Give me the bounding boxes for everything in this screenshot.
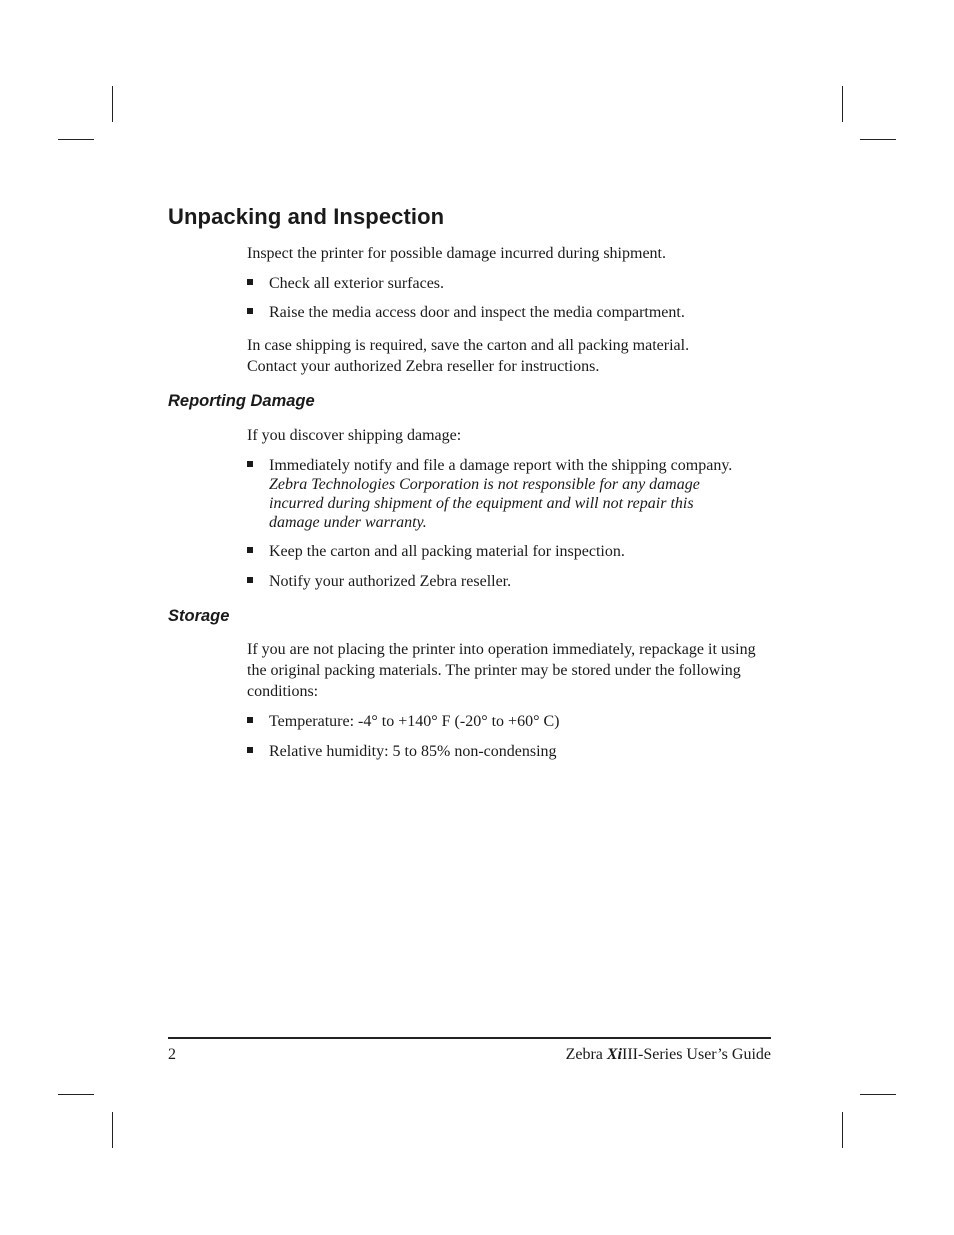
footer-title-prefix: Zebra xyxy=(565,1046,607,1063)
list-item-text: Immediately notify and file a damage report with the shipping company. xyxy=(269,457,733,474)
crop-mark-bottom-right-vertical xyxy=(842,1112,843,1148)
page-number: 2 xyxy=(168,1046,176,1063)
footer-rule xyxy=(168,1037,771,1039)
warranty-disclaimer: Zebra Technologies Corporation is not responsible for any damage incurred during shipment of the equipment and will not repair this damage under warranty. xyxy=(269,476,700,531)
crop-mark-bottom-right-horizontal xyxy=(860,1094,896,1095)
bullet-square-icon xyxy=(247,577,253,583)
list-item xyxy=(247,742,777,761)
footer-guide-title xyxy=(566,1046,771,1064)
list-item-text: Notify your authorized Zebra reseller. xyxy=(269,573,512,590)
list-item xyxy=(247,456,777,532)
reporting-intro: If you discover shipping damage: xyxy=(247,427,462,444)
list-item-text: Relative humidity: 5 to 85% non-condensing xyxy=(269,743,557,760)
crop-mark-bottom-left-vertical xyxy=(112,1112,113,1148)
list-item xyxy=(247,572,777,591)
bullet-square-icon xyxy=(247,461,253,467)
crop-mark-bottom-left-horizontal xyxy=(58,1094,94,1095)
list-item-text: Raise the media access door and inspect the media compartment. xyxy=(269,304,685,321)
bullet-square-icon xyxy=(247,279,253,285)
footer-title-model: Xi xyxy=(606,1046,622,1063)
crop-mark-top-right-vertical xyxy=(842,86,843,122)
list-item-text: Temperature: -4° to +140° F (-20° to +60° C) xyxy=(269,713,560,730)
footer-title-suffix: III-Series User’s Guide xyxy=(622,1046,771,1063)
bullet-square-icon xyxy=(247,308,253,314)
crop-mark-top-left-vertical xyxy=(112,86,113,122)
section-heading: Unpacking and Inspection xyxy=(168,204,445,229)
list-item xyxy=(247,712,777,731)
shipping-line-1: In case shipping is required, save the carton and all packing material. xyxy=(247,337,690,354)
shipping-paragraph xyxy=(247,335,777,377)
bullet-square-icon xyxy=(247,717,253,723)
list-item xyxy=(247,303,777,322)
list-item xyxy=(247,274,777,293)
bullet-square-icon xyxy=(247,747,253,753)
shipping-line-2: Contact your authorized Zebra reseller for instructions. xyxy=(247,358,600,375)
bullet-square-icon xyxy=(247,547,253,553)
list-item xyxy=(247,542,777,561)
subsection-heading-reporting-damage: Reporting Damage xyxy=(168,392,315,410)
storage-intro: If you are not placing the printer into operation immediately, repackage it using the original packing materials. The printer may be stored under the following conditions: xyxy=(247,641,756,700)
list-item-text: Check all exterior surfaces. xyxy=(269,275,445,292)
list-item-text: Keep the carton and all packing material for inspection. xyxy=(269,543,625,560)
crop-mark-top-left-horizontal xyxy=(58,139,94,140)
crop-mark-top-right-horizontal xyxy=(860,139,896,140)
intro-paragraph: Inspect the printer for possible damage incurred during shipment. xyxy=(247,245,666,262)
subsection-heading-storage: Storage xyxy=(168,607,230,625)
